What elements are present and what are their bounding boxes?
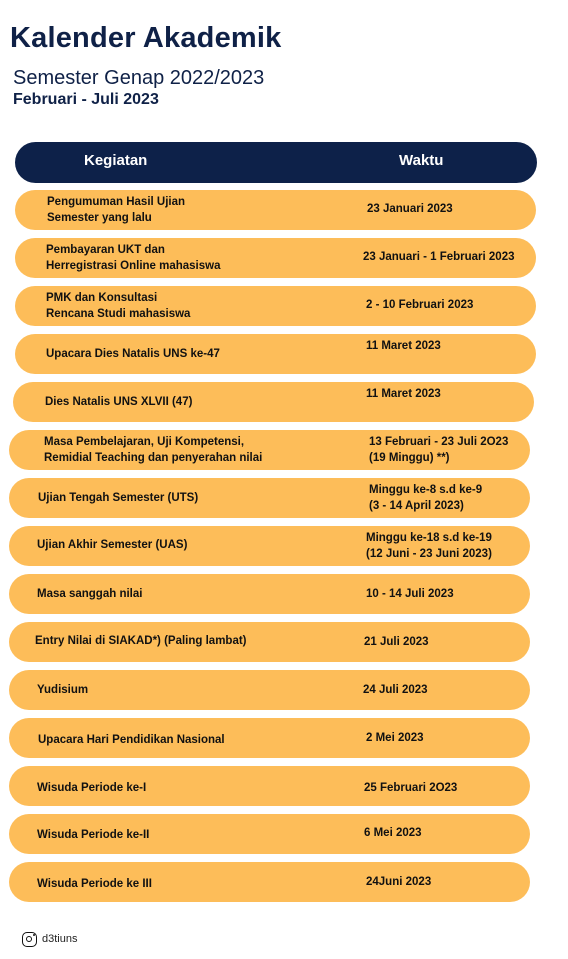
activity-line: Dies Natalis UNS XLVII (47) [45,396,193,408]
activity-cell [38,490,198,506]
table-row [9,718,530,758]
time-cell [367,201,453,217]
table-row [9,670,530,710]
activity-cell [37,682,88,698]
time-cell [364,825,422,841]
page-title: Kalender Akademik [10,22,282,54]
activity-line: Rencana Studi mahasiswa [46,308,191,320]
activity-cell [47,194,185,226]
time-line: 10 - 14 Juli 2023 [366,588,454,600]
instagram-icon [22,932,37,947]
time-cell [364,780,457,796]
time-line: 2 Mei 2023 [366,732,424,744]
time-cell [363,682,428,698]
time-line: Minggu ke-18 s.d ke-19 [366,532,492,544]
activity-line: Wisuda Periode ke-II [37,829,150,841]
time-line: 23 Januari - 1 Februari 2023 [363,251,515,263]
activity-cell [38,732,225,748]
period-label: Februari - Juli 2023 [13,91,159,108]
activity-line: Upacara Hari Pendidikan Nasional [38,734,225,746]
time-line: 13 Februari - 23 Juli 2O23 [369,436,509,448]
table-row [9,478,530,518]
table-row [9,430,530,470]
time-line: 25 Februari 2O23 [364,782,458,794]
activity-line: Wisuda Periode ke-I [37,782,147,794]
activity-line: PMK dan Konsultasi [46,292,158,304]
time-cell [366,730,424,746]
activity-cell [37,586,142,602]
table-row [9,526,530,566]
time-line: 24 Juli 2023 [363,684,428,696]
time-cell [366,530,492,562]
activity-line: Masa sanggah nilai [37,588,143,600]
activity-line: Semester yang lalu [47,212,152,224]
activity-cell [35,633,247,649]
time-line: 6 Mei 2023 [364,827,422,839]
table-row [9,814,530,854]
table-row [15,238,536,278]
column-header-activity: Kegiatan [84,152,148,169]
table-row [9,622,530,662]
time-cell [366,386,441,402]
activity-cell [37,876,152,892]
time-cell [366,297,473,313]
activity-line: Upacara Dies Natalis UNS ke-47 [46,348,220,360]
activity-cell [37,537,187,553]
activity-line: Ujian Akhir Semester (UAS) [37,539,188,551]
activity-cell [45,394,192,410]
time-line: 21 Juli 2023 [364,636,429,648]
time-cell [366,338,441,354]
table-row [9,766,530,806]
activity-cell [46,290,190,322]
time-line: Minggu ke-8 s.d ke-9 [369,484,483,496]
activity-cell [46,346,220,362]
activity-line: Yudisium [37,684,89,696]
time-cell [369,434,508,466]
time-line: 11 Maret 2023 [366,340,441,352]
instagram-handle: d3tiuns [42,933,78,945]
footer [22,928,77,950]
time-line: 11 Maret 2023 [366,388,441,400]
table-row [15,286,536,326]
time-cell [369,482,482,514]
time-line: (19 Minggu) **) [369,452,450,464]
time-line: (12 Juni - 23 Juni 2023) [366,548,492,560]
activity-line: Remidial Teaching dan penyerahan nilai [44,452,263,464]
activity-line: Entry Nilai di SIAKAD*) (Paling lambat) [35,635,247,647]
table-row [13,382,534,422]
time-cell [363,249,515,265]
activity-line: Herregistrasi Online mahasiswa [46,260,221,272]
time-cell [364,634,429,650]
activity-cell [46,242,221,274]
activity-line: Pembayaran UKT dan [46,244,165,256]
activity-line: Masa Pembelajaran, Uji Kompetensi, [44,436,245,448]
time-cell [366,586,454,602]
time-line: 24Juni 2023 [366,876,432,888]
table-row [15,190,536,230]
activity-cell [37,780,146,796]
activity-line: Wisuda Periode ke III [37,878,152,890]
activity-cell [44,434,262,466]
activity-line: Pengumuman Hasil Ujian [47,196,186,208]
time-line: 23 Januari 2023 [367,203,453,215]
table-header [15,142,537,183]
time-line: 2 - 10 Februari 2023 [366,299,474,311]
activity-cell [37,827,149,843]
time-line: (3 - 14 April 2023) [369,500,464,512]
table-row [9,862,530,902]
table-row [9,574,530,614]
semester-subtitle: Semester Genap 2022/2023 [13,67,265,89]
activity-line: Ujian Tengah Semester (UTS) [38,492,199,504]
table-row [15,334,536,374]
column-header-time: Waktu [399,152,444,169]
time-cell [366,874,431,890]
